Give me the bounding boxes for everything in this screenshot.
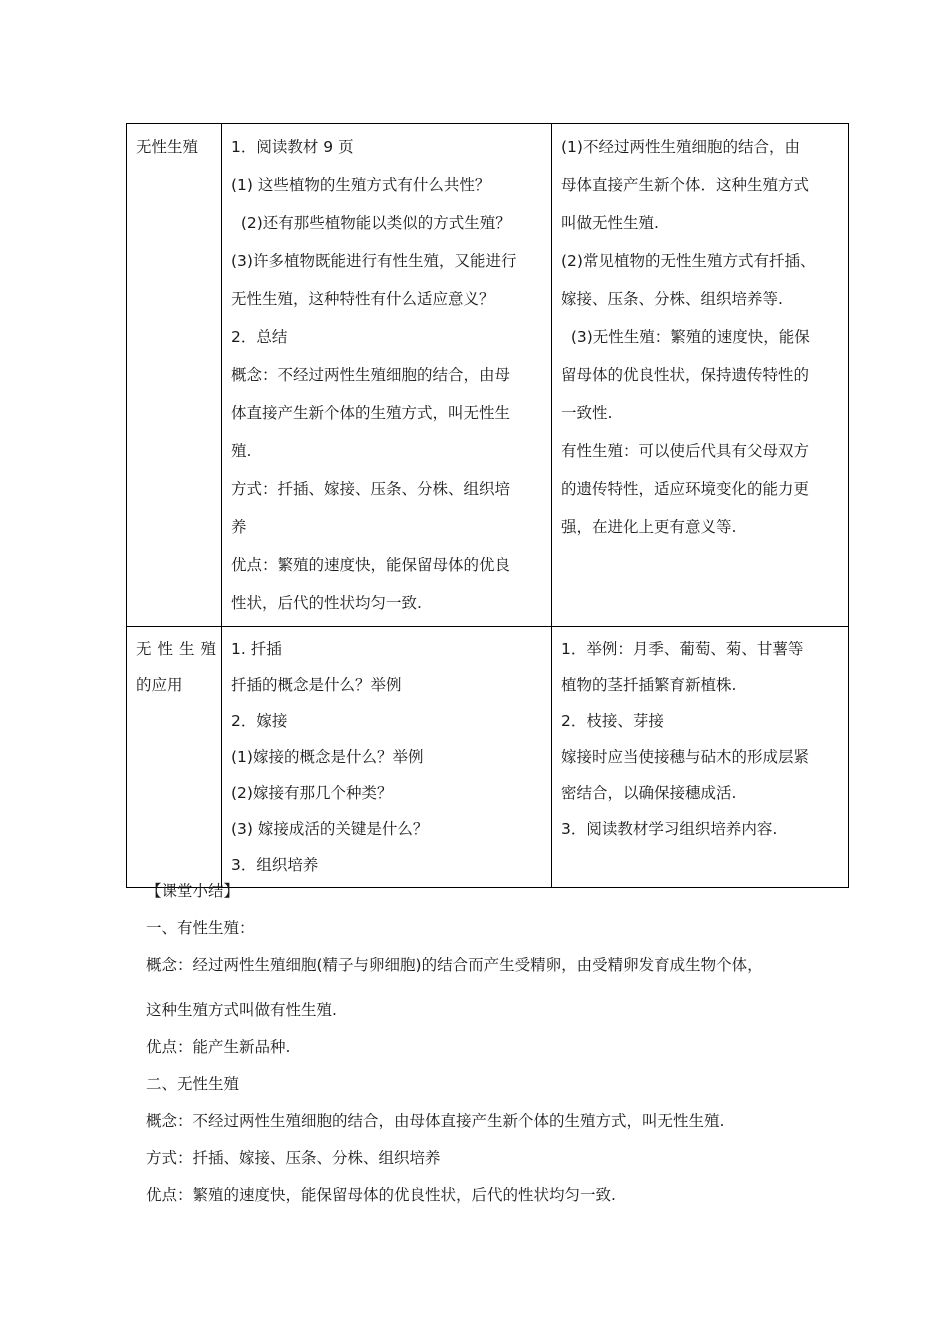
list-item: 2．总结: [231, 328, 288, 346]
summary-line: 优点：繁殖的速度快，能保留母体的优良性状，后代的性状均匀一致.: [146, 1186, 616, 1204]
list-item: (1) 这些植物的生殖方式有什么共性？: [231, 176, 491, 194]
list-item: 性状，后代的性状均匀一致.: [231, 594, 422, 612]
row-label-cell: [127, 627, 222, 888]
list-item: (3)无性生殖：繁殖的速度快，能保: [561, 328, 810, 346]
list-item: 的遗传特性，适应环境变化的能力更: [561, 480, 810, 498]
list-item: 优点：繁殖的速度快，能保留母体的优良: [231, 556, 511, 574]
section-title: 一、有性生殖：: [146, 919, 255, 937]
list-item: 1. 扦插: [231, 640, 282, 658]
list-item: 嫁接、压条、分株、组织培养等.: [561, 290, 783, 308]
table-row: [127, 627, 849, 888]
list-item: 体直接产生新个体的生殖方式，叫无性生: [231, 404, 511, 422]
list-item: (2)嫁接有那几个种类？: [231, 784, 393, 802]
activity-cell: [222, 124, 552, 627]
list-item: 1．举例：月季、葡萄、菊、甘薯等: [561, 640, 804, 658]
summary-line: 这种生殖方式叫做有性生殖.: [146, 1001, 337, 1019]
list-item: (1)不经过两性生殖细胞的结合，由: [561, 138, 800, 156]
summary-line: 优点：能产生新品种.: [146, 1038, 291, 1056]
summary-line: 概念：不经过两性生殖细胞的结合，由母体直接产生新个体的生殖方式，叫无性生殖.: [146, 1112, 725, 1130]
list-item: (3)许多植物既能进行有性生殖，又能进行: [231, 252, 517, 270]
list-item: 3．阅读教材学习组织培养内容.: [561, 820, 778, 838]
summary-line: 概念：经过两性生殖细胞(精子与卵细胞)的结合而产生受精卵，由受精卵发育成生物个体，: [146, 956, 763, 974]
summary-heading: 【课堂小结】: [146, 882, 240, 900]
list-item: 3．组织培养: [231, 856, 319, 874]
row-label: 无性生殖: [136, 138, 199, 156]
list-item: 2．枝接、芽接: [561, 712, 664, 730]
list-item: 密结合，以确保接穗成活.: [561, 784, 737, 802]
list-item: (2)常见植物的无性生殖方式有扦插、: [561, 252, 816, 270]
list-item: (1)嫁接的概念是什么？举例: [231, 748, 424, 766]
list-item: 一致性.: [561, 404, 613, 422]
list-item: 强，在进化上更有意义等.: [561, 518, 737, 536]
row-label-cell: [127, 124, 222, 627]
list-item: 2．嫁接: [231, 712, 288, 730]
list-item: 1．阅读教材 9 页: [231, 138, 354, 156]
answer-cell: [552, 124, 849, 627]
list-item: 嫁接时应当使接穗与砧木的形成层紧: [561, 748, 810, 766]
list-item: (3) 嫁接成活的关键是什么？: [231, 820, 429, 838]
list-item: 概念：不经过两性生殖细胞的结合，由母: [231, 366, 511, 384]
list-item: (2)还有那些植物能以类似的方式生殖？: [231, 214, 511, 232]
class-summary: [146, 873, 846, 1214]
lesson-table: [126, 123, 849, 888]
list-item: 无性生殖，这种特性有什么适应意义？: [231, 290, 495, 308]
summary-line: 方式：扦插、嫁接、压条、分株、组织培养: [146, 1149, 441, 1167]
list-item: 有性生殖：可以使后代具有父母双方: [561, 442, 810, 460]
activity-cell: [222, 627, 552, 888]
list-item: 扦插的概念是什么？举例: [231, 676, 402, 694]
list-item: 方式：扦插、嫁接、压条、分株、组织培: [231, 480, 511, 498]
list-item: 养: [231, 518, 247, 536]
list-item: 留母体的优良性状，保持遗传特性的: [561, 366, 810, 384]
section-title: 二、无性生殖: [146, 1075, 240, 1093]
row-label: 的应用: [136, 676, 183, 694]
list-item: 殖.: [231, 442, 252, 460]
row-label: 无性生殖: [136, 640, 223, 658]
answer-cell: [552, 627, 849, 888]
list-item: 植物的茎扦插繁育新植株.: [561, 676, 737, 694]
list-item: 叫做无性生殖.: [561, 214, 659, 232]
list-item: 母体直接产生新个体．这种生殖方式: [561, 176, 810, 194]
table-row: [127, 124, 849, 627]
